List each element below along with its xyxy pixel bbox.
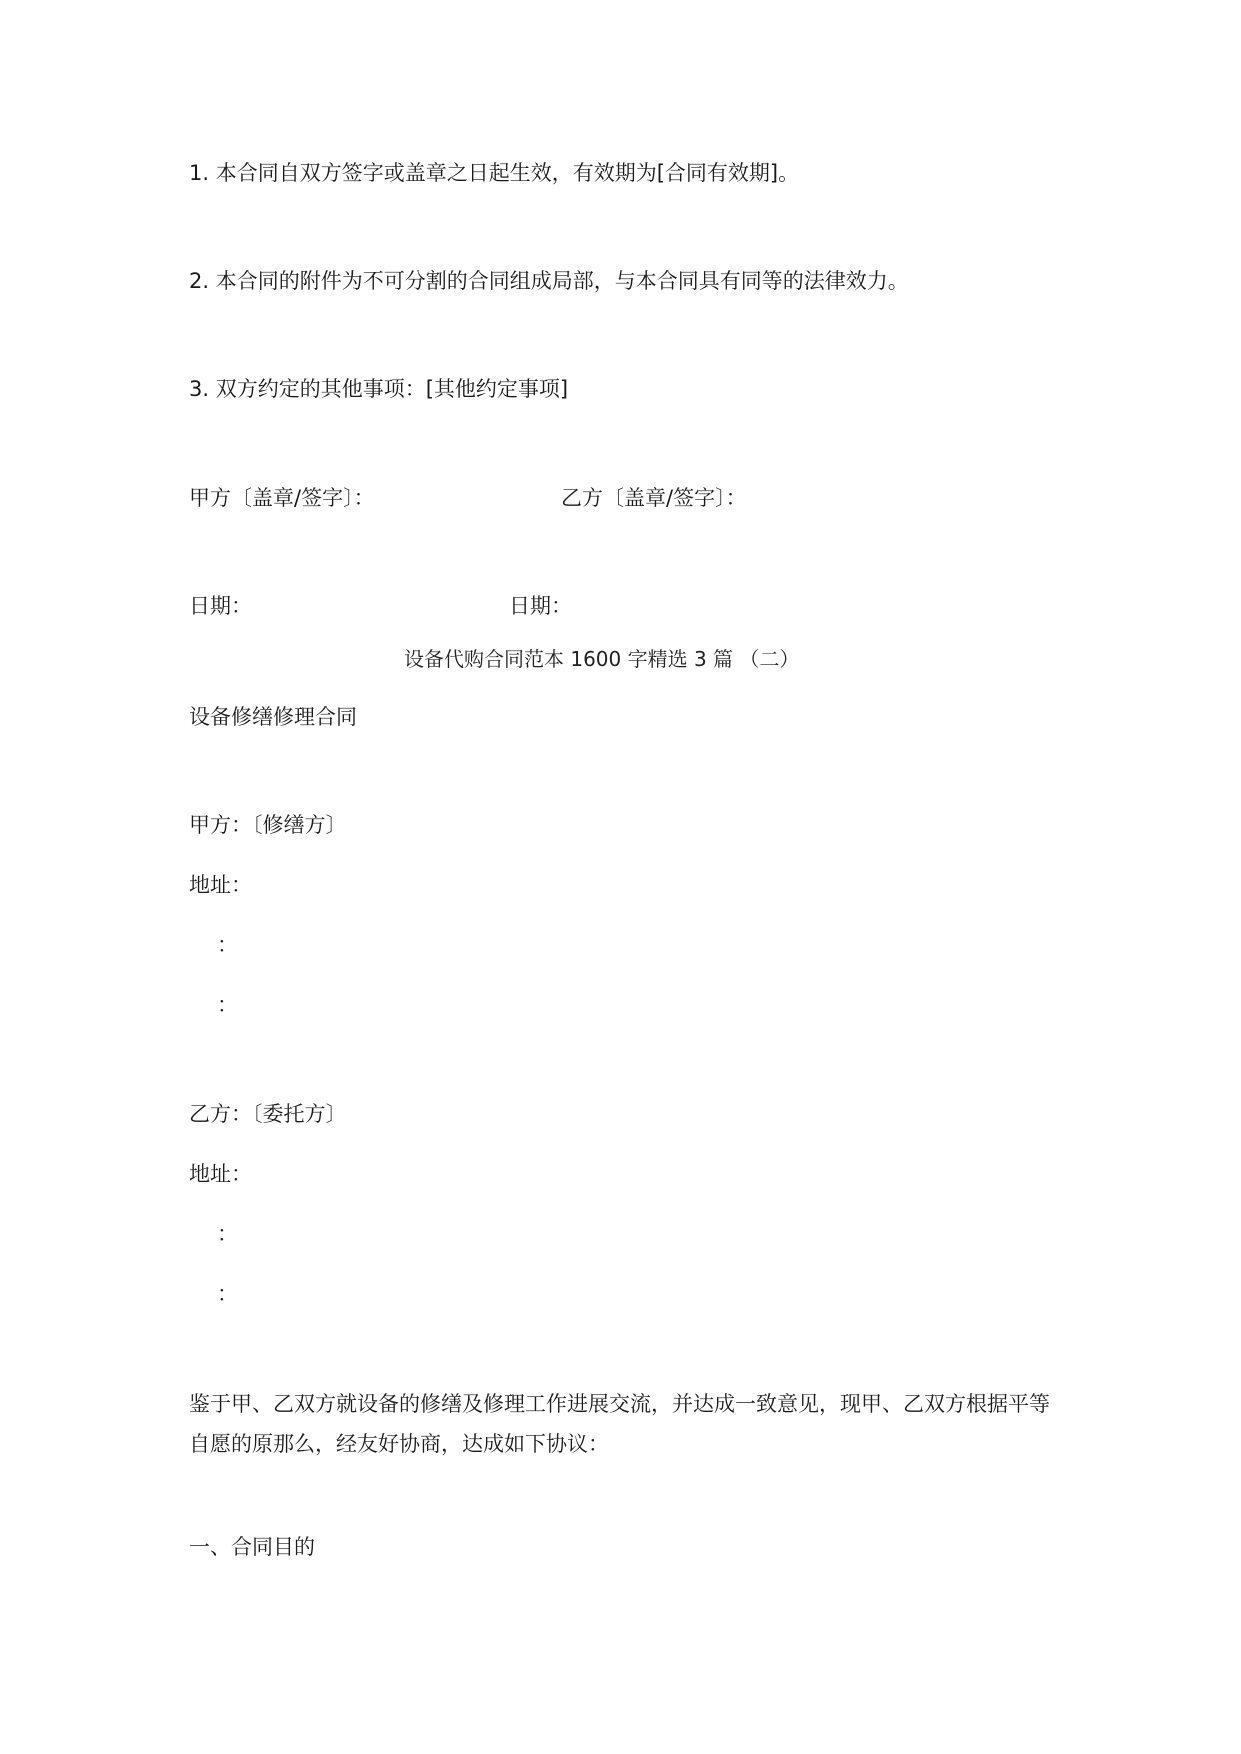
clause-2: 2. 本合同的附件为不可分割的合同组成局部，与本合同具有同等的法律效力。 <box>189 269 909 293</box>
clause-1: 1. 本合同自双方签字或盖章之日起生效，有效期为[合同有效期]。 <box>189 161 800 185</box>
party-a-field-2: ： <box>217 993 238 1017</box>
section-heading-1: 一、合同目的 <box>189 1535 315 1559</box>
party-b-signature-label: 乙方〔盖章/签字〕： <box>561 486 747 510</box>
party-b-field-1: ： <box>217 1222 238 1246</box>
party-b-address-label: 地址： <box>189 1162 252 1186</box>
section-title: 设备代购合同范本 1600 字精选 3 篇 （二） <box>404 647 800 671</box>
party-b-field-2: ： <box>217 1282 238 1306</box>
party-a-address-label: 地址： <box>189 873 252 897</box>
clause-3: 3. 双方约定的其他事项：[其他约定事项] <box>189 377 569 401</box>
preamble-paragraph: 鉴于甲、乙双方就设备的修缮及修理工作进展交流，并达成一致意见，现甲、乙双方根据平等自愿的原那么，经友好协商，达成如下协议： <box>189 1392 1050 1456</box>
party-a-label: 甲方：〔修缮方〕 <box>189 813 347 837</box>
party-b-label: 乙方：〔委托方〕 <box>189 1102 347 1126</box>
contract-title: 设备修缮修理合同 <box>189 705 357 729</box>
party-a-field-1: ： <box>217 933 238 957</box>
party-b-date-label: 日期： <box>509 594 572 618</box>
party-a-signature-label: 甲方〔盖章/签字〕： <box>189 486 375 510</box>
party-a-date-label: 日期： <box>189 594 252 618</box>
